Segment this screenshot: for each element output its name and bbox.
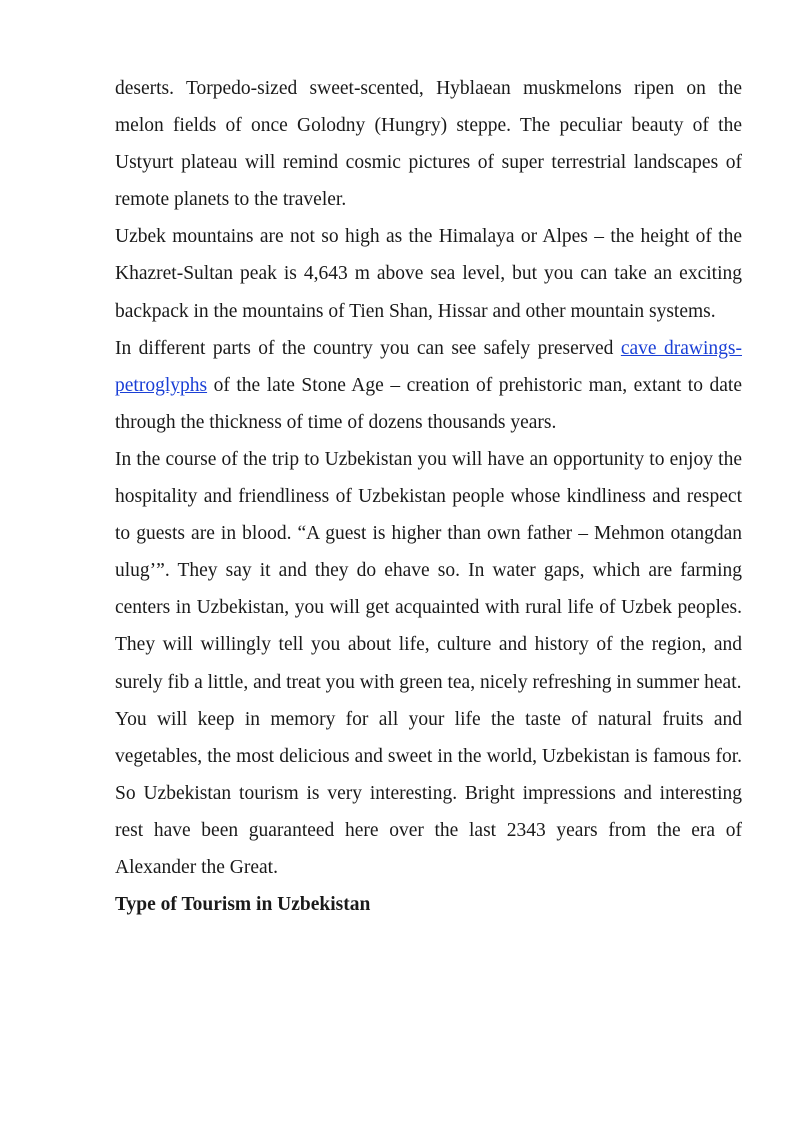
paragraph-hospitality: In the course of the trip to Uzbekistan you will have an opportunity to enjoy the hospitality and friendliness of Uzbekistan people whose kindliness and respect to guests are in blood. “A guest is higher than own father – Mehmon otangdan ulug’”. They say it and they do ehave so. In water gaps, which are farming centers in Uzbekistan, you will get acquainted with rural life of Uzbek peoples. They will willingly tell you about life, culture and history of the region, and surely fib a little, and treat you with green tea, nicely refreshing in summer heat. (115, 448, 742, 693)
paragraph-deserts: deserts. Torpedo-sized sweet-scented, Hyblaean muskmelons ripen on the melon fields of once Golodny (Hungry) steppe. The peculiar beauty of the Ustyurt plateau will remind cosmic pictures of super terrestrial landscapes of remote planets to the traveler. (115, 78, 742, 211)
paragraph-fruits: You will keep in memory for all your life the taste of natural fruits and vegetables, the most delicious and sweet in the world, Uzbekistan is famous for. So Uzbekistan tourism is very interesting. Bright impressions and interesting rest have been guaranteed here over the last 2343 years from the era of Alexander the Great. (115, 708, 742, 878)
cave-drawings-link[interactable]: cave drawings-petroglyphs (115, 337, 742, 396)
document-page (115, 70, 742, 923)
paragraph-petroglyphs (115, 330, 742, 441)
paragraph-petroglyphs-lead: In different parts of the country you can see safely preserved (115, 337, 621, 359)
paragraph-mountains: Uzbek mountains are not so high as the Himalaya or Alpes – the height of the Khazret-Sultan peak is 4,643 m above sea level, but you can take an exciting backpack in the mountains of Tien Shan, Hissar and other mountain systems. (115, 226, 742, 322)
paragraph-petroglyphs-rest: of the late Stone Age – creation of prehistoric man, extant to date through the thickness of time of dozens thousands years. (115, 374, 742, 433)
section-heading: Type of Tourism in Uzbekistan (115, 894, 371, 916)
